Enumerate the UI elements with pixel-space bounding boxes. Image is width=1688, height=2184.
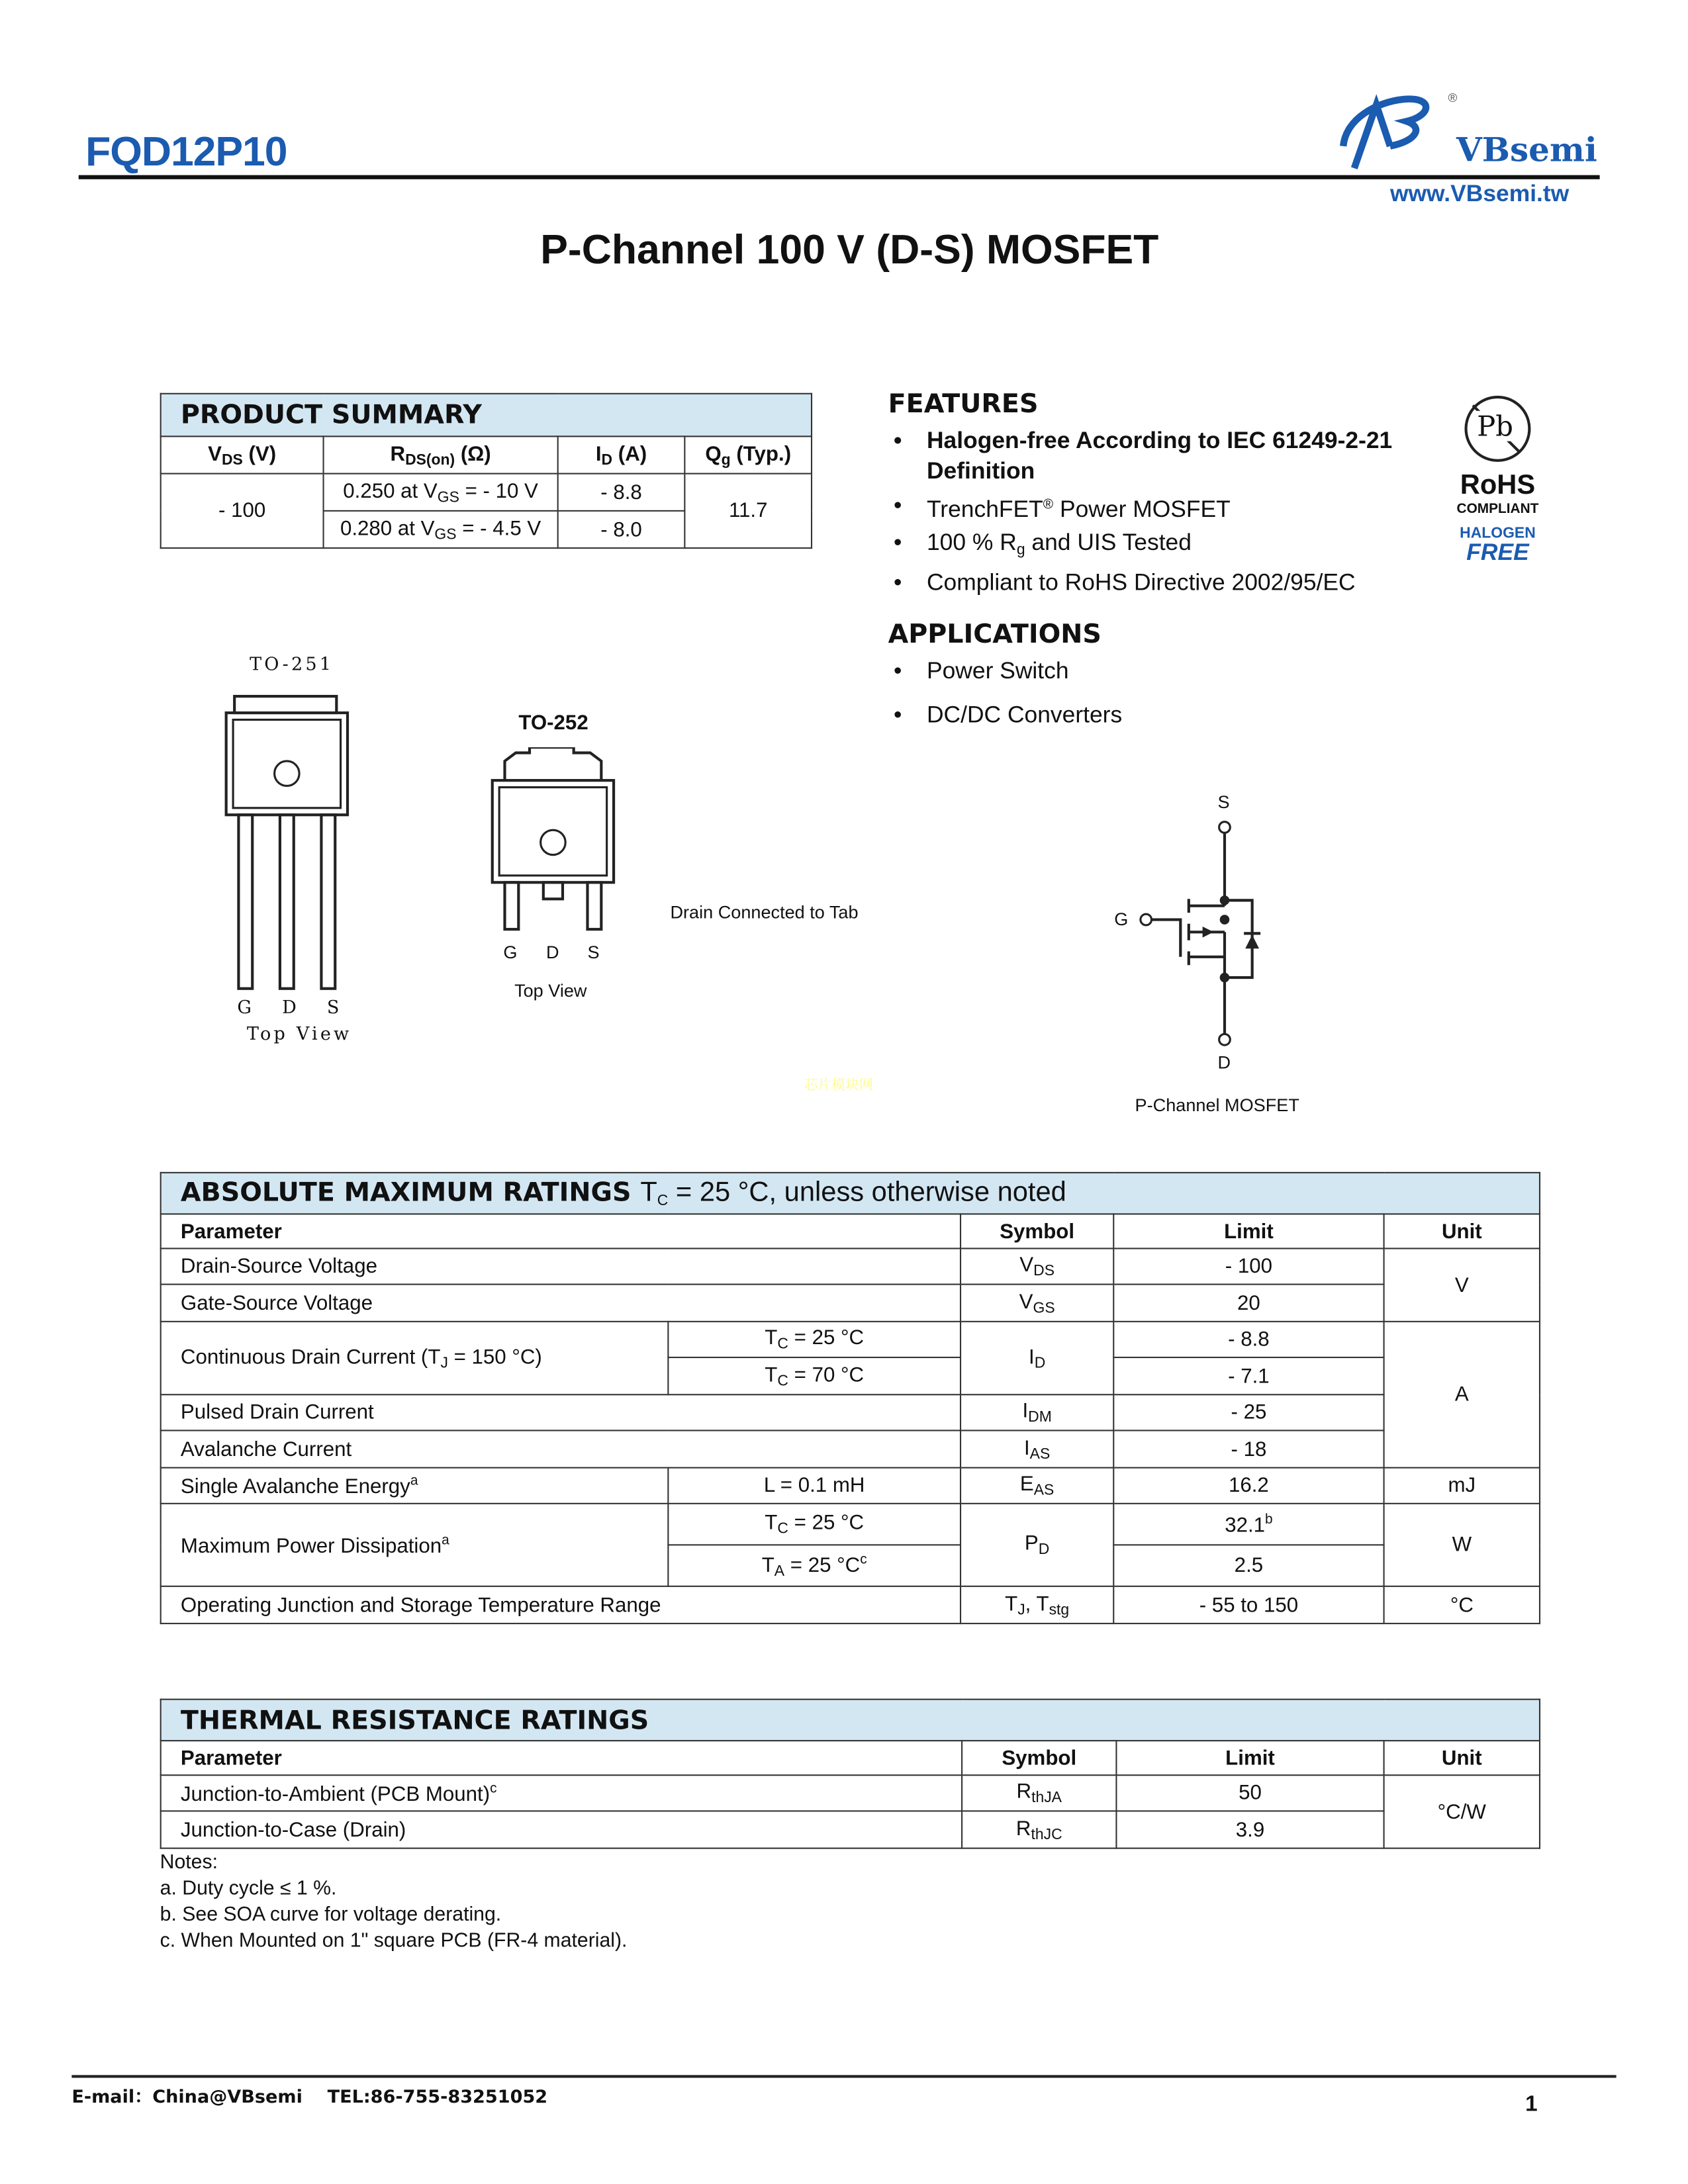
table-caption: ABSOLUTE MAXIMUM RATINGS $T_C = 25$ °C, unless otherwise noted — [161, 1173, 1540, 1214]
page-title: P-Channel 100 V (D-S) MOSFET — [540, 227, 1159, 273]
limit-cell: - 18 — [1113, 1430, 1383, 1467]
symbol-cell: $E_{AS}$ — [961, 1468, 1113, 1504]
free-label: FREE — [1466, 539, 1529, 566]
symbol-cell: $I_{DM}$ — [961, 1394, 1113, 1430]
symbol-cell: $V_{GS}$ — [961, 1285, 1113, 1322]
header-unit: Unit — [1384, 1214, 1540, 1248]
to252-pin-g: G — [503, 941, 518, 963]
header-limit: Limit — [1113, 1214, 1383, 1248]
limit-cell: 20 — [1113, 1285, 1383, 1322]
vds-value: - 100 — [161, 474, 324, 548]
thermal-resistance-table — [160, 1699, 1540, 1849]
symbol-cell: $R_{thJC}$ — [962, 1811, 1116, 1848]
to252-pin-s: S — [587, 941, 600, 963]
notes-title: Notes: — [160, 1851, 218, 1874]
features-list — [888, 426, 1440, 600]
condition-cell: $T_C = 25$ °C — [668, 1504, 961, 1545]
applications-list — [888, 655, 1123, 733]
param-cell: Drain-Source Voltage — [161, 1248, 961, 1284]
schematic-caption: P-Channel MOSFET — [1135, 1095, 1299, 1116]
table-row — [161, 1430, 1540, 1467]
limit-cell: - 7.1 — [1113, 1357, 1383, 1394]
qg-value: 11.7 — [684, 474, 812, 548]
to252-pin-d: D — [545, 941, 559, 963]
unit-cell: V — [1384, 1248, 1540, 1321]
id-value: - 8.8 — [558, 474, 685, 511]
condition-cell: $T_C = 25$ °C — [668, 1322, 961, 1357]
symbol-cell: $R_{thJA}$ — [962, 1775, 1116, 1811]
applications-heading: APPLICATIONS — [888, 619, 1102, 650]
table-row — [161, 1394, 1540, 1430]
unit-cell: °C/W — [1384, 1775, 1540, 1848]
rohs-title: RoHS — [1460, 470, 1536, 501]
symbol-cell: $V_{DS}$ — [961, 1248, 1113, 1284]
limit-cell: 50 — [1116, 1775, 1383, 1811]
limit-cell: - 100 — [1113, 1248, 1383, 1284]
limit-cell: - 25 — [1113, 1394, 1383, 1430]
website-link[interactable]: www.VBsemi.tw — [1389, 180, 1570, 207]
header-parameter: Parameter — [161, 1214, 961, 1248]
list-item: • DC/DC Converters — [888, 699, 1123, 732]
param-cell: Gate-Source Voltage — [161, 1285, 961, 1322]
halogen-label: HALOGEN — [1460, 525, 1536, 542]
list-item: • TrenchFET® Power MOSFET — [888, 490, 1440, 527]
limit-cell: 32.1$^b$ — [1113, 1504, 1383, 1545]
tab-note: Drain Connected to Tab — [670, 901, 859, 923]
limit-cell: 16.2 — [1113, 1468, 1383, 1504]
param-cell: Maximum Power Dissipation$^a$ — [161, 1504, 669, 1586]
vbsemi-logo — [1335, 91, 1604, 176]
table-row — [161, 1285, 1540, 1322]
p-channel-mosfet-symbol — [1131, 813, 1268, 1050]
header-unit: Unit — [1384, 1741, 1540, 1775]
rds-value: 0.250 at $V_{GS}$ = - 10 V — [324, 474, 558, 511]
param-cell: Junction-to-Case (Drain) — [161, 1811, 962, 1848]
table-row — [161, 1468, 1540, 1504]
rohs-compliant: COMPLIANT — [1456, 502, 1539, 518]
to251-package-drawing — [220, 694, 358, 994]
source-label: S — [1217, 791, 1230, 813]
rohs-badge — [1448, 396, 1547, 564]
param-cell: Operating Junction and Storage Temperature Range — [161, 1586, 961, 1623]
table-row — [161, 474, 812, 511]
list-item: • 100 % $R_g$ and UIS Tested — [888, 527, 1440, 567]
param-cell: Junction-to-Ambient (PCB Mount)$^c$ — [161, 1775, 962, 1811]
notes — [160, 1850, 628, 1955]
limit-cell: 2.5 — [1113, 1545, 1383, 1586]
table-row — [161, 1811, 1540, 1848]
note-item: a. Duty cycle ≤ 1 %. — [160, 1878, 337, 1900]
footer-contact: E-mail：China@VBsemi TEL:86-755-83251052 — [71, 2087, 548, 2109]
col-id: $I_D$ (A) — [558, 436, 685, 473]
note-item: b. See SOA curve for voltage derating. — [160, 1904, 502, 1927]
part-number: FQD12P10 — [85, 129, 287, 175]
to252-view: Top View — [514, 980, 587, 1001]
col-vds: $V_{DS}$ (V) — [161, 436, 324, 473]
unit-cell: mJ — [1384, 1468, 1540, 1504]
gate-label: G — [1114, 908, 1129, 930]
product-summary-table — [160, 393, 812, 549]
col-rds: $R_{DS(on)}$ (Ω) — [324, 436, 558, 473]
registered-mark: ® — [1448, 91, 1458, 105]
to252-label: TO-252 — [518, 711, 588, 735]
to251-label: TO-251 — [250, 655, 334, 676]
limit-cell: - 55 to 150 — [1113, 1586, 1383, 1623]
watermark: 芯片模块网 — [804, 1078, 873, 1094]
features-heading: FEATURES — [888, 388, 1039, 420]
list-item: • Power Switch — [888, 655, 1123, 688]
no-lead-icon — [1464, 396, 1530, 462]
col-qg: $Q_g$ (Typ.) — [684, 436, 812, 473]
note-item: c. When Mounted on 1" square PCB (FR-4 material). — [160, 1930, 628, 1952]
to252-package-drawing — [488, 747, 619, 934]
header-symbol: Symbol — [962, 1741, 1116, 1775]
header-divider — [79, 175, 1600, 179]
unit-cell: °C — [1384, 1586, 1540, 1623]
footer-divider — [71, 2075, 1616, 2077]
param-cell: Avalanche Current — [161, 1430, 961, 1467]
symbol-cell: $P_D$ — [961, 1504, 1113, 1586]
table-row — [161, 1504, 1540, 1545]
list-item: • Compliant to RoHS Directive 2002/95/EC — [888, 567, 1440, 600]
absolute-max-ratings-table — [160, 1172, 1541, 1624]
page-number: 1 — [1525, 2093, 1538, 2116]
limit-cell: - 8.8 — [1113, 1322, 1383, 1357]
condition-cell: L = 0.1 mH — [668, 1468, 961, 1504]
rds-value: 0.280 at $V_{GS}$ = - 4.5 V — [324, 511, 558, 548]
symbol-cell: $T_J$, $T_{stg}$ — [961, 1586, 1113, 1623]
drain-label: D — [1217, 1052, 1231, 1073]
symbol-cell: $I_D$ — [961, 1322, 1113, 1394]
symbol-cell: $I_{AS}$ — [961, 1430, 1113, 1467]
header-parameter: Parameter — [161, 1741, 962, 1775]
table-row — [161, 1322, 1540, 1357]
table-row — [161, 1775, 1540, 1811]
list-item: • Halogen-free According to IEC 61249-2-21 Definition — [888, 426, 1440, 487]
vb-logo-icon — [1335, 91, 1459, 176]
param-cell: Continuous Drain Current ($T_J = 150$ °C) — [161, 1322, 669, 1394]
condition-cell: $T_A = 25$ $^\circ C^c$ — [668, 1545, 961, 1586]
param-cell: Pulsed Drain Current — [161, 1394, 961, 1430]
table-row — [161, 1248, 1540, 1284]
limit-cell: 3.9 — [1116, 1811, 1383, 1848]
to251-view: Top View — [246, 1024, 352, 1046]
header-symbol: Symbol — [961, 1214, 1113, 1248]
header-limit: Limit — [1116, 1741, 1383, 1775]
param-cell: Single Avalanche Energy$^a$ — [161, 1468, 669, 1504]
table-row — [161, 1586, 1540, 1623]
table-caption: THERMAL RESISTANCE RATINGS — [161, 1700, 1540, 1741]
brand-name: VBsemi — [1456, 129, 1597, 170]
id-value: - 8.0 — [558, 511, 685, 548]
lead-symbol: Pb — [1476, 411, 1515, 441]
unit-cell: W — [1384, 1504, 1540, 1586]
table-caption: PRODUCT SUMMARY — [161, 394, 812, 437]
to251-pins: G D S — [237, 998, 342, 1019]
condition-cell: $T_C = 70$ °C — [668, 1357, 961, 1394]
unit-cell: A — [1384, 1322, 1540, 1468]
